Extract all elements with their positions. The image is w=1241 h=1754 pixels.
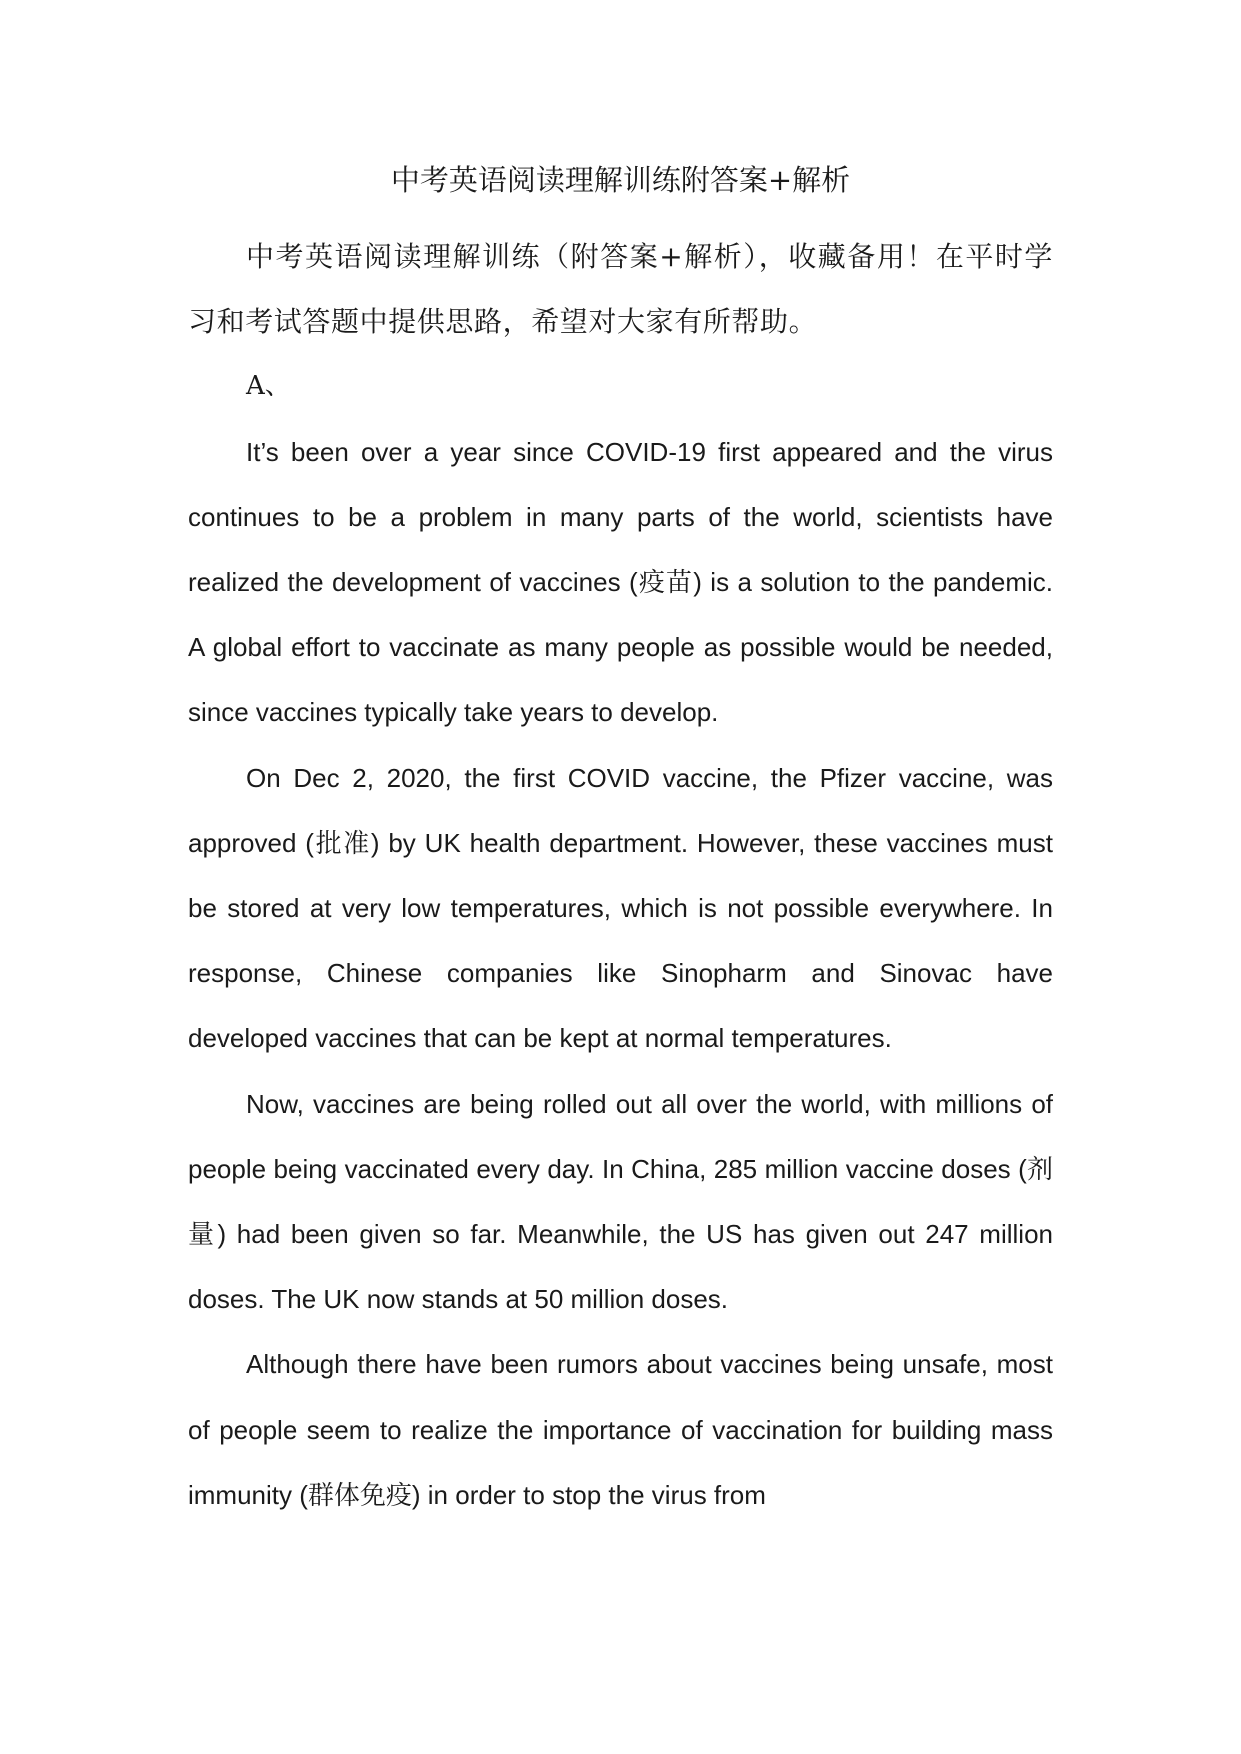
- intro-paragraph: 中考英语阅读理解训练（附答案+解析），收藏备用！在平时学习和考试答题中提供思路，希望对大家有所帮助。: [188, 240, 1053, 339]
- body-paragraph: Although there have been rumors about vaccines being unsafe, most of people seem to realize the importance of vaccination for building mass immunity (群体免疫) in order to stop the virus from: [188, 1349, 1053, 1510]
- body-paragraph: Now, vaccines are being rolled out all over the world, with millions of people being vaccinated every day. In China, 285 million vaccine doses (剂量) had been given so far. Meanwhile, the US has given out 247 million doses. The UK now stands at 50 million doses.: [188, 1088, 1053, 1315]
- document-title: 中考英语阅读理解训练附答案+解析: [390, 163, 851, 197]
- body-paragraph: On Dec 2, 2020, the first COVID vaccine, the Pfizer vaccine, was approved (批准) by UK health department. However, these vaccines must be stored at very low temperatures, which is not possible everywhere. In response, Chinese companies like Sinopharm and Sinovac have developed vaccines that can be kept at normal temperatures.: [188, 762, 1053, 1054]
- document-body: [188, 224, 1053, 1528]
- body-paragraph: It’s been over a year since COVID-19 first appeared and the virus continues to be a problem in many parts of the world, scientists have realized the development of vaccines (疫苗) is a solution to the pandemic. A global effort to vaccinate as many people as possible would be needed, since vaccines typically take years to develop.: [188, 436, 1053, 728]
- section-label: A、: [246, 371, 291, 402]
